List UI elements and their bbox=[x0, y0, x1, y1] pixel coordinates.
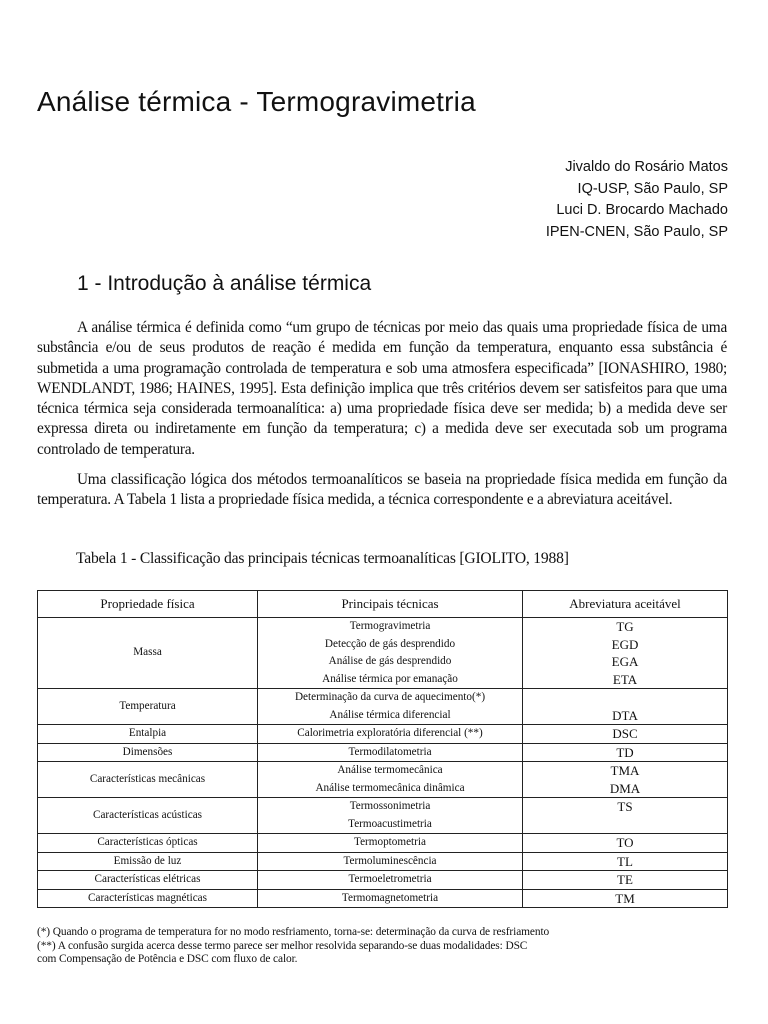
abbreviation-cell: DMA bbox=[523, 780, 728, 798]
intro-paragraph-2: Uma classificação lógica dos métodos termoanalíticos se baseia na propriedade física medida em função da temperatura. A Tabela 1 lista a propriedade física medida, a técnica correspondente e a abreviatura aceitável. bbox=[37, 471, 727, 509]
abbreviation-cell: ETA bbox=[523, 671, 728, 689]
technique-cell: Análise termomecânica bbox=[258, 762, 523, 780]
property-cell: Características acústicas bbox=[38, 798, 258, 834]
technique-cell: Termodilatometria bbox=[258, 743, 523, 762]
abbreviation-cell: TS bbox=[523, 798, 728, 816]
abbreviation-cell: TD bbox=[523, 743, 728, 762]
technique-cell: Termossonimetria bbox=[258, 798, 523, 816]
table-caption: Tabela 1 - Classificação das principais técnicas termoanalíticas [GIOLITO, 1988] bbox=[76, 550, 569, 567]
header-abbreviation: Abreviatura aceitável bbox=[523, 591, 728, 618]
table-row bbox=[38, 618, 728, 636]
technique-cell: Análise de gás desprendido bbox=[258, 653, 523, 671]
table-row bbox=[38, 852, 728, 871]
table-row bbox=[38, 889, 728, 908]
technique-cell: Calorimetria exploratória diferencial (**) bbox=[258, 725, 523, 744]
table-row bbox=[38, 798, 728, 816]
technique-cell: Análise térmica diferencial bbox=[258, 707, 523, 725]
abbreviation-cell: TO bbox=[523, 834, 728, 853]
table-row bbox=[38, 725, 728, 744]
author-affiliation: IPEN-CNEN, São Paulo, SP bbox=[545, 223, 728, 240]
technique-cell: Termogravimetria bbox=[258, 618, 523, 636]
property-cell: Entalpia bbox=[38, 725, 258, 744]
abbreviation-cell: TG bbox=[523, 618, 728, 636]
author-affiliation: IQ-USP, São Paulo, SP bbox=[577, 180, 728, 197]
technique-cell: Termoeletrometria bbox=[258, 871, 523, 890]
property-cell: Características magnéticas bbox=[38, 889, 258, 908]
property-cell: Temperatura bbox=[38, 689, 258, 725]
abbreviation-cell: EGA bbox=[523, 653, 728, 671]
table-row bbox=[38, 834, 728, 853]
author-name: Jivaldo do Rosário Matos bbox=[565, 159, 728, 175]
technique-cell: Termoptometria bbox=[258, 834, 523, 853]
abbreviation-cell: TE bbox=[523, 871, 728, 890]
abbreviation-cell: TM bbox=[523, 889, 728, 908]
technique-cell: Termoluminescência bbox=[258, 852, 523, 871]
technique-cell: Termoacustimetria bbox=[258, 816, 523, 834]
table-row bbox=[38, 743, 728, 762]
author-block bbox=[546, 157, 728, 243]
technique-cell: Análise térmica por emanação bbox=[258, 671, 523, 689]
abbreviation-cell: EGD bbox=[523, 636, 728, 654]
abbreviation-cell bbox=[523, 816, 728, 834]
property-cell: Características ópticas bbox=[38, 834, 258, 853]
technique-cell: Análise termomecânica dinâmica bbox=[258, 780, 523, 798]
section-title: 1 - Introdução à análise térmica bbox=[77, 272, 372, 295]
intro-paragraph-1: A análise térmica é definida como “um grupo de técnicas por meio das quais uma propriedade física de uma substância e/ou de seus produtos de reação é medida em função da temperatura, enquanto essa substância é submetida a uma programação controlada de temperatura e sob uma atmosfera especificada” [IONASHIRO, 1980; WENDLANDT, 1986; HAINES, 1995]. Esta definição implica que três critérios devem ser satisfeitos para que uma técnica térmica seja considerada termoanalítica: a) uma propriedade física deve ser medida; b) a medida deve ser expressa direta ou indiretamente em função da temperatura; c) a medida deve ser executada sob um programa controlado de temperatura. bbox=[37, 319, 727, 458]
property-cell: Características mecânicas bbox=[38, 762, 258, 798]
header-property: Propriedade física bbox=[38, 591, 258, 618]
table-header-row bbox=[38, 591, 728, 618]
header-technique: Principais técnicas bbox=[258, 591, 523, 618]
footnote-1: (*) Quando o programa de temperatura for no modo resfriamento, torna-se: determinação da curva de resfriamento bbox=[37, 926, 550, 938]
abbreviation-cell: DSC bbox=[523, 725, 728, 744]
abbreviation-cell: TL bbox=[523, 852, 728, 871]
property-cell: Características elétricas bbox=[38, 871, 258, 890]
table-row bbox=[38, 871, 728, 890]
techniques-table bbox=[37, 590, 728, 908]
page-title: Análise térmica - Termogravimetria bbox=[37, 86, 476, 117]
property-cell: Dimensões bbox=[38, 743, 258, 762]
technique-cell: Determinação da curva de aquecimento(*) bbox=[258, 689, 523, 707]
abbreviation-cell: TMA bbox=[523, 762, 728, 780]
property-cell: Massa bbox=[38, 618, 258, 689]
abbreviation-cell bbox=[523, 689, 728, 707]
table-body bbox=[38, 618, 728, 908]
abbreviation-cell: DTA bbox=[523, 707, 728, 725]
footnote-3: com Compensação de Potência e DSC com fluxo de calor. bbox=[37, 953, 298, 966]
table-row bbox=[38, 762, 728, 780]
footnote-2: (**) A confusão surgida acerca desse termo parece ser melhor resolvida separando-se duas modalidades: DSC bbox=[37, 939, 528, 952]
footnotes bbox=[37, 926, 549, 967]
technique-cell: Termomagnetometria bbox=[258, 889, 523, 908]
technique-cell: Detecção de gás desprendido bbox=[258, 636, 523, 654]
table-row bbox=[38, 689, 728, 707]
author-name: Luci D. Brocardo Machado bbox=[556, 202, 728, 218]
property-cell: Emissão de luz bbox=[38, 852, 258, 871]
